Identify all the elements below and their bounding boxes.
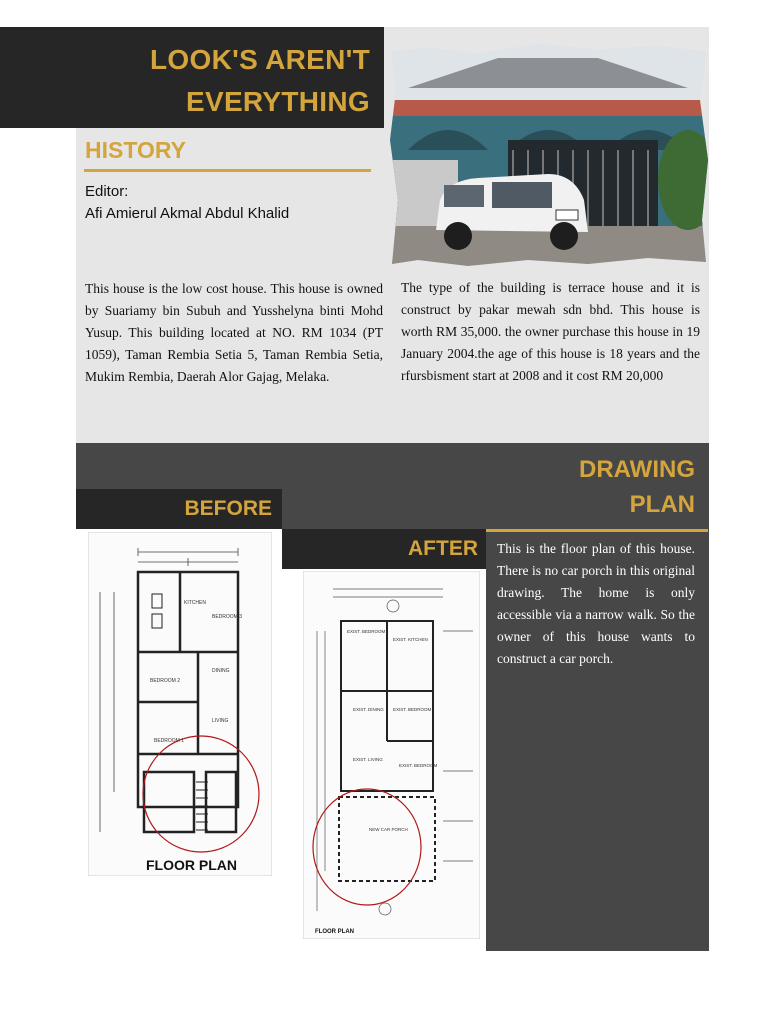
before-floor-plan xyxy=(88,532,272,876)
room-label: DINING xyxy=(212,668,230,674)
before-plan-caption: FLOOR PLAN xyxy=(146,857,237,873)
drawing-description: This is the floor plan of this house. There is no car porch in this original drawing. The home is only accessible via a narrow walk. So the owner of this house wants to construct a car porch. xyxy=(497,541,695,666)
room-label: BEDROOM 2 xyxy=(150,678,181,684)
drawing-heading-line-2: PLAN xyxy=(629,491,695,518)
room-label: LIVING xyxy=(212,718,229,724)
page-title xyxy=(10,39,370,123)
after-plan-caption: FLOOR PLAN xyxy=(315,929,354,935)
history-paragraph-left: This house is the low cost house. This house is owned by Suariamy bin Subuh and Yusshelyna binti Mohd Yusup. This building located at NO. RM 1034 (PT 1059), Taman Rembia Setia 5, Taman Rembia Setia, Mukim Rembia, Daerah Alor Gajag, Melaka. xyxy=(85,281,383,384)
title-line-2: EVERYTHING xyxy=(186,86,370,117)
title-line-1: LOOK'S AREN'T xyxy=(150,44,370,75)
drawing-heading-line-1: DRAWING xyxy=(579,456,695,483)
house-photo xyxy=(388,40,710,268)
after-floor-plan xyxy=(303,571,480,939)
room-label: BEDROOM 3 xyxy=(212,614,243,620)
room-label: EXIST. DINING xyxy=(353,707,384,712)
room-label: EXIST. BEDROOM xyxy=(399,763,438,768)
after-label: AFTER xyxy=(408,537,478,560)
room-label: EXIST. KITCHEN xyxy=(393,637,428,642)
room-label: EXIST. LIVING xyxy=(353,757,383,762)
after-label-box xyxy=(282,529,486,569)
room-label: KITCHEN xyxy=(184,600,206,606)
before-label-box xyxy=(76,489,282,529)
editor-name: Afi Amierul Akmal Abdul Khalid xyxy=(85,205,290,222)
title-banner xyxy=(0,27,384,128)
room-label: EXIST. BEDROOM xyxy=(347,629,386,634)
history-divider xyxy=(84,169,371,172)
room-label: EXIST. BEDROOM xyxy=(393,707,432,712)
editor-label: Editor: xyxy=(85,183,129,200)
drawing-plan-heading xyxy=(579,452,695,522)
editor-credit xyxy=(85,181,289,225)
history-paragraph-right: The type of the building is terrace house and it is construct by pakar mewah sdn bhd. This house is worth RM 35,000. the owner purchase this house in 19 January 2004.the age of this house is 18 years and the rfursbisment start at 2008 and it cost RM 20,000 xyxy=(401,280,700,383)
history-heading: HISTORY xyxy=(85,137,186,163)
before-label: BEFORE xyxy=(184,497,272,520)
room-label: NEW CAR PORCH xyxy=(369,827,408,832)
room-label: BEDROOM 1 xyxy=(154,738,185,744)
